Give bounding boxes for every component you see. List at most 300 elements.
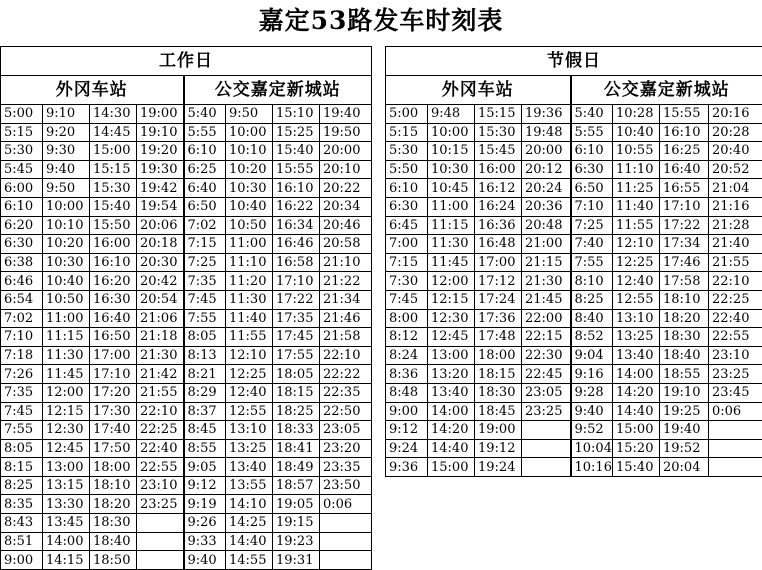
departure-time-waigang: 17:00 (475, 253, 522, 272)
departure-time-waigang: 9:00 (386, 402, 428, 421)
departure-time-jiading-new-town: 18:15 (273, 383, 320, 402)
departure-time-waigang: 14:15 (43, 551, 90, 570)
departure-time-waigang: 20:00 (522, 142, 571, 161)
departure-time-waigang: 11:15 (428, 216, 475, 235)
departure-time-waigang: 19:10 (137, 123, 184, 142)
departure-time-waigang: 23:05 (522, 383, 571, 402)
departure-time-waigang: 12:00 (428, 272, 475, 291)
departure-time-waigang: 17:36 (475, 309, 522, 328)
departure-time-jiading-new-town: 9:19 (184, 495, 226, 514)
departure-time-waigang: 21:18 (137, 328, 184, 347)
departure-time-jiading-new-town (320, 551, 372, 570)
departure-time-jiading-new-town: 19:15 (273, 514, 320, 533)
departure-time-waigang: 6:00 (1, 179, 43, 198)
departure-time-jiading-new-town: 9:04 (571, 346, 613, 365)
departure-time-jiading-new-town: 15:40 (273, 142, 320, 161)
departure-time-waigang: 19:54 (137, 197, 184, 216)
departure-time-jiading-new-town: 11:25 (613, 179, 660, 198)
departure-time-jiading-new-town: 17:34 (660, 235, 709, 254)
departure-time-jiading-new-town: 21:10 (320, 253, 372, 272)
holiday-timetable (385, 46, 762, 477)
departure-time-waigang: 13:15 (43, 476, 90, 495)
departure-time-waigang: 6:46 (1, 272, 43, 291)
departure-time-waigang: 19:20 (137, 142, 184, 161)
departure-time-waigang: 7:00 (386, 235, 428, 254)
departure-time-waigang (137, 551, 184, 570)
departure-time-jiading-new-town: 13:25 (613, 328, 660, 347)
departure-time-jiading-new-town: 10:16 (571, 458, 613, 477)
departure-time-jiading-new-town: 21:34 (320, 290, 372, 309)
departure-time-waigang: 7:45 (386, 290, 428, 309)
departure-time-waigang: 9:48 (428, 105, 475, 124)
table-row (386, 105, 762, 124)
departure-time-jiading-new-town: 18:30 (660, 328, 709, 347)
departure-time-waigang: 8:12 (386, 328, 428, 347)
departure-time-jiading-new-town: 6:25 (184, 160, 226, 179)
departure-time-waigang: 7:30 (386, 272, 428, 291)
departure-time-jiading-new-town: 12:25 (226, 365, 273, 384)
departure-time-jiading-new-town: 17:10 (660, 197, 709, 216)
departure-time-jiading-new-town: 13:55 (226, 476, 273, 495)
departure-time-waigang: 11:00 (428, 197, 475, 216)
departure-time-waigang: 15:00 (428, 458, 475, 477)
departure-time-waigang: 19:00 (137, 105, 184, 124)
departure-time-waigang: 16:50 (90, 328, 137, 347)
departure-time-jiading-new-town: 9:05 (184, 458, 226, 477)
departure-time-waigang: 11:30 (43, 346, 90, 365)
departure-time-waigang: 17:30 (90, 402, 137, 421)
page-title: 嘉定53路发车时刻表 (0, 6, 762, 36)
section-header-holiday: 节假日 (386, 47, 762, 76)
departure-time-jiading-new-town: 23:50 (320, 476, 372, 495)
departure-time-waigang: 9:40 (43, 160, 90, 179)
departure-time-waigang: 9:20 (43, 123, 90, 142)
departure-time-jiading-new-town: 20:10 (320, 160, 372, 179)
table-row (386, 123, 762, 142)
departure-time-jiading-new-town (320, 514, 372, 533)
table-row (1, 105, 372, 124)
departure-time-jiading-new-town: 19:10 (660, 383, 709, 402)
departure-time-waigang: 8:25 (1, 476, 43, 495)
departure-time-jiading-new-town: 18:57 (273, 476, 320, 495)
departure-time-waigang: 16:20 (90, 272, 137, 291)
departure-time-waigang: 11:00 (43, 309, 90, 328)
table-row (1, 421, 372, 440)
departure-time-jiading-new-town: 8:45 (184, 421, 226, 440)
departure-time-jiading-new-town: 20:00 (320, 142, 372, 161)
departure-time-waigang: 8:00 (386, 309, 428, 328)
departure-time-waigang: 18:30 (90, 514, 137, 533)
departure-time-waigang (522, 458, 571, 477)
departure-time-waigang: 12:45 (43, 439, 90, 458)
departure-time-waigang: 14:20 (428, 421, 475, 440)
departure-time-jiading-new-town: 6:30 (571, 160, 613, 179)
departure-time-jiading-new-town: 13:10 (226, 421, 273, 440)
table-row (386, 253, 762, 272)
departure-time-jiading-new-town: 6:10 (184, 142, 226, 161)
departure-time-jiading-new-town: 15:55 (660, 105, 709, 124)
departure-time-waigang: 18:10 (90, 476, 137, 495)
departure-time-jiading-new-town: 13:25 (226, 439, 273, 458)
departure-time-jiading-new-town: 8:13 (184, 346, 226, 365)
departure-time-jiading-new-town: 11:55 (613, 216, 660, 235)
departure-time-jiading-new-town: 16:40 (660, 160, 709, 179)
departure-time-jiading-new-town: 7:02 (184, 216, 226, 235)
table-row (1, 328, 372, 347)
departure-time-waigang: 18:30 (475, 383, 522, 402)
departure-time-jiading-new-town: 22:10 (320, 346, 372, 365)
table-row (1, 123, 372, 142)
departure-time-jiading-new-town: 5:55 (571, 123, 613, 142)
departure-time-jiading-new-town: 11:30 (226, 290, 273, 309)
departure-time-waigang: 8:24 (386, 346, 428, 365)
departure-time-waigang: 10:15 (428, 142, 475, 161)
departure-time-waigang: 17:12 (475, 272, 522, 291)
departure-time-jiading-new-town: 10:00 (226, 123, 273, 142)
departure-time-waigang: 5:45 (1, 160, 43, 179)
departure-time-jiading-new-town: 22:10 (709, 272, 762, 291)
departure-time-jiading-new-town: 12:40 (613, 272, 660, 291)
departure-time-jiading-new-town (709, 458, 762, 477)
departure-time-jiading-new-town: 17:10 (273, 272, 320, 291)
departure-time-jiading-new-town: 20:22 (320, 179, 372, 198)
departure-time-waigang: 6:54 (1, 290, 43, 309)
departure-time-waigang: 21:30 (522, 272, 571, 291)
departure-time-jiading-new-town: 8:10 (571, 272, 613, 291)
departure-time-jiading-new-town: 10:30 (226, 179, 273, 198)
departure-time-waigang: 6:30 (1, 235, 43, 254)
departure-time-waigang: 12:30 (428, 309, 475, 328)
departure-time-jiading-new-town: 14:20 (613, 383, 660, 402)
departure-time-waigang: 22:30 (522, 346, 571, 365)
departure-time-waigang: 20:06 (137, 216, 184, 235)
departure-time-jiading-new-town: 21:16 (709, 197, 762, 216)
departure-time-jiading-new-town: 19:05 (273, 495, 320, 514)
departure-time-jiading-new-town: 11:55 (226, 328, 273, 347)
table-row (386, 365, 762, 384)
departure-time-jiading-new-town: 23:45 (709, 383, 762, 402)
departure-time-waigang: 6:38 (1, 253, 43, 272)
departure-time-jiading-new-town: 18:33 (273, 421, 320, 440)
departure-time-jiading-new-town: 6:50 (184, 197, 226, 216)
table-row (386, 383, 762, 402)
departure-time-waigang: 19:00 (475, 421, 522, 440)
departure-time-jiading-new-town: 7:40 (571, 235, 613, 254)
departure-time-jiading-new-town: 19:31 (273, 551, 320, 570)
table-row (386, 160, 762, 179)
departure-time-jiading-new-town: 10:40 (613, 123, 660, 142)
departure-time-jiading-new-town (709, 421, 762, 440)
departure-time-jiading-new-town: 15:55 (273, 160, 320, 179)
departure-time-jiading-new-town: 10:55 (613, 142, 660, 161)
departure-time-jiading-new-town: 10:28 (613, 105, 660, 124)
table-row (386, 458, 762, 477)
table-row (386, 346, 762, 365)
departure-time-waigang: 21:55 (137, 383, 184, 402)
table-row (386, 235, 762, 254)
departure-time-jiading-new-town: 0:06 (709, 402, 762, 421)
departure-time-waigang: 21:30 (137, 346, 184, 365)
departure-time-jiading-new-town: 23:35 (320, 458, 372, 477)
table-row (386, 142, 762, 161)
departure-time-jiading-new-town: 11:40 (226, 309, 273, 328)
departure-time-waigang: 18:15 (475, 365, 522, 384)
departure-time-jiading-new-town: 15:20 (613, 439, 660, 458)
departure-time-waigang: 14:00 (428, 402, 475, 421)
departure-time-jiading-new-town: 9:40 (571, 402, 613, 421)
departure-time-jiading-new-town: 9:40 (184, 551, 226, 570)
departure-time-jiading-new-town: 19:40 (660, 421, 709, 440)
departure-time-jiading-new-town: 5:40 (571, 105, 613, 124)
departure-time-waigang: 20:42 (137, 272, 184, 291)
departure-time-jiading-new-town: 20:28 (709, 123, 762, 142)
departure-time-jiading-new-town: 18:10 (660, 290, 709, 309)
departure-time-waigang: 10:10 (43, 216, 90, 235)
departure-time-jiading-new-town: 6:40 (184, 179, 226, 198)
departure-time-jiading-new-town: 11:10 (226, 253, 273, 272)
departure-time-jiading-new-town: 18:05 (273, 365, 320, 384)
table-row (1, 551, 372, 570)
departure-time-jiading-new-town: 12:40 (226, 383, 273, 402)
station-header-jiading-new-town: 公交嘉定新城站 (184, 76, 372, 105)
departure-time-waigang: 7:45 (1, 402, 43, 421)
departure-time-waigang: 16:00 (475, 160, 522, 179)
departure-time-jiading-new-town (709, 439, 762, 458)
departure-time-waigang: 17:00 (90, 346, 137, 365)
departure-time-jiading-new-town: 15:40 (613, 458, 660, 477)
departure-time-jiading-new-town: 10:40 (226, 197, 273, 216)
departure-time-jiading-new-town: 10:50 (226, 216, 273, 235)
departure-time-jiading-new-town: 12:10 (613, 235, 660, 254)
departure-time-waigang: 23:10 (137, 476, 184, 495)
table-row (1, 439, 372, 458)
departure-time-waigang: 13:45 (43, 514, 90, 533)
departure-time-jiading-new-town: 15:10 (273, 105, 320, 124)
departure-time-waigang: 17:10 (90, 365, 137, 384)
departure-time-waigang: 7:02 (1, 309, 43, 328)
departure-time-jiading-new-town: 7:55 (571, 253, 613, 272)
departure-time-waigang: 7:18 (1, 346, 43, 365)
departure-time-waigang: 16:36 (475, 216, 522, 235)
departure-time-waigang: 6:30 (386, 197, 428, 216)
departure-time-waigang: 21:42 (137, 365, 184, 384)
departure-time-jiading-new-town: 14:55 (226, 551, 273, 570)
table-row (386, 328, 762, 347)
departure-time-waigang: 14:45 (90, 123, 137, 142)
departure-time-waigang: 10:30 (428, 160, 475, 179)
departure-time-jiading-new-town: 22:40 (709, 309, 762, 328)
departure-time-waigang: 8:43 (1, 514, 43, 533)
departure-time-waigang: 22:55 (137, 458, 184, 477)
departure-time-jiading-new-town: 7:10 (571, 197, 613, 216)
departure-time-waigang: 21:00 (522, 235, 571, 254)
departure-time-jiading-new-town: 11:00 (226, 235, 273, 254)
departure-time-waigang: 20:54 (137, 290, 184, 309)
departure-time-waigang: 7:35 (1, 383, 43, 402)
departure-time-waigang: 12:15 (43, 402, 90, 421)
departure-time-jiading-new-town: 9:12 (184, 476, 226, 495)
departure-time-waigang: 21:45 (522, 290, 571, 309)
table-row (386, 272, 762, 291)
table-row (1, 235, 372, 254)
departure-time-jiading-new-town: 17:22 (660, 216, 709, 235)
departure-time-jiading-new-town: 7:15 (184, 235, 226, 254)
table-row (386, 309, 762, 328)
departure-time-waigang: 5:30 (1, 142, 43, 161)
departure-time-jiading-new-town: 17:46 (660, 253, 709, 272)
station-header-jiading-new-town: 公交嘉定新城站 (571, 76, 762, 105)
table-row (1, 179, 372, 198)
table-row (1, 495, 372, 514)
departure-time-waigang: 8:48 (386, 383, 428, 402)
departure-time-jiading-new-town: 21:04 (709, 179, 762, 198)
departure-time-jiading-new-town: 20:40 (709, 142, 762, 161)
departure-time-waigang: 16:24 (475, 197, 522, 216)
departure-time-jiading-new-town: 22:25 (709, 290, 762, 309)
departure-time-waigang: 15:45 (475, 142, 522, 161)
departure-time-waigang: 19:12 (475, 439, 522, 458)
departure-time-jiading-new-town: 21:22 (320, 272, 372, 291)
departure-time-waigang: 5:15 (1, 123, 43, 142)
departure-time-waigang: 6:10 (1, 197, 43, 216)
departure-time-waigang: 17:50 (90, 439, 137, 458)
table-row (386, 216, 762, 235)
departure-time-jiading-new-town: 23:25 (709, 365, 762, 384)
departure-time-jiading-new-town: 21:46 (320, 309, 372, 328)
departure-time-jiading-new-town: 22:22 (320, 365, 372, 384)
departure-time-waigang (137, 532, 184, 551)
departure-time-waigang: 11:30 (428, 235, 475, 254)
departure-time-jiading-new-town: 18:25 (273, 402, 320, 421)
departure-time-jiading-new-town: 19:50 (320, 123, 372, 142)
departure-time-waigang (522, 421, 571, 440)
departure-time-jiading-new-town: 14:25 (226, 514, 273, 533)
departure-time-waigang: 22:15 (522, 328, 571, 347)
departure-time-jiading-new-town: 17:58 (660, 272, 709, 291)
departure-time-waigang: 11:45 (43, 365, 90, 384)
table-row (1, 476, 372, 495)
departure-time-jiading-new-town: 7:45 (184, 290, 226, 309)
departure-time-jiading-new-town: 8:40 (571, 309, 613, 328)
departure-time-waigang: 8:05 (1, 439, 43, 458)
departure-time-waigang: 22:45 (522, 365, 571, 384)
departure-time-jiading-new-town: 21:40 (709, 235, 762, 254)
departure-time-waigang: 18:40 (90, 532, 137, 551)
departure-time-jiading-new-town: 6:10 (571, 142, 613, 161)
departure-time-jiading-new-town: 20:46 (320, 216, 372, 235)
departure-time-jiading-new-town: 13:10 (613, 309, 660, 328)
departure-time-waigang: 19:30 (137, 160, 184, 179)
departure-time-waigang: 5:30 (386, 142, 428, 161)
departure-time-waigang: 20:36 (522, 197, 571, 216)
station-header-waigang: 外冈车站 (1, 76, 184, 105)
departure-time-jiading-new-town: 14:10 (226, 495, 273, 514)
departure-time-jiading-new-town: 17:45 (273, 328, 320, 347)
departure-time-jiading-new-town: 20:34 (320, 197, 372, 216)
departure-time-waigang: 9:12 (386, 421, 428, 440)
departure-time-jiading-new-town: 11:10 (613, 160, 660, 179)
departure-time-jiading-new-town: 18:20 (660, 309, 709, 328)
departure-time-jiading-new-town (320, 532, 372, 551)
table-row (1, 272, 372, 291)
departure-time-jiading-new-town: 22:55 (709, 328, 762, 347)
departure-time-waigang: 9:30 (43, 142, 90, 161)
departure-time-jiading-new-town: 8:37 (184, 402, 226, 421)
departure-time-jiading-new-town: 11:40 (613, 197, 660, 216)
departure-time-waigang: 9:50 (43, 179, 90, 198)
departure-time-jiading-new-town: 6:50 (571, 179, 613, 198)
departure-time-jiading-new-town: 9:28 (571, 383, 613, 402)
departure-time-jiading-new-town: 19:23 (273, 532, 320, 551)
departure-time-jiading-new-town: 20:16 (709, 105, 762, 124)
departure-time-jiading-new-town: 16:58 (273, 253, 320, 272)
departure-time-jiading-new-town: 8:05 (184, 328, 226, 347)
departure-time-waigang: 13:00 (428, 346, 475, 365)
departure-time-waigang: 12:30 (43, 421, 90, 440)
departure-time-jiading-new-town: 18:49 (273, 458, 320, 477)
departure-time-waigang: 13:30 (43, 495, 90, 514)
departure-time-waigang: 16:00 (90, 235, 137, 254)
table-row (1, 197, 372, 216)
departure-time-waigang: 22:10 (137, 402, 184, 421)
departure-time-jiading-new-town: 0:06 (320, 495, 372, 514)
departure-time-jiading-new-town: 19:40 (320, 105, 372, 124)
departure-time-jiading-new-town: 22:50 (320, 402, 372, 421)
departure-time-waigang: 14:00 (43, 532, 90, 551)
departure-time-jiading-new-town: 19:25 (660, 402, 709, 421)
departure-time-jiading-new-town: 12:10 (226, 346, 273, 365)
departure-time-jiading-new-town: 20:52 (709, 160, 762, 179)
departure-time-waigang: 11:15 (43, 328, 90, 347)
departure-time-jiading-new-town: 9:33 (184, 532, 226, 551)
table-row (1, 514, 372, 533)
departure-time-waigang: 14:40 (428, 439, 475, 458)
departure-time-waigang: 20:48 (522, 216, 571, 235)
departure-time-jiading-new-town: 9:16 (571, 365, 613, 384)
departure-time-waigang: 7:15 (386, 253, 428, 272)
departure-time-jiading-new-town: 23:10 (709, 346, 762, 365)
table-row (1, 290, 372, 309)
departure-time-waigang: 9:10 (43, 105, 90, 124)
departure-time-jiading-new-town: 10:10 (226, 142, 273, 161)
departure-time-waigang: 15:15 (90, 160, 137, 179)
departure-time-jiading-new-town: 9:50 (226, 105, 273, 124)
departure-time-jiading-new-town: 8:25 (571, 290, 613, 309)
departure-time-waigang: 20:30 (137, 253, 184, 272)
station-header-waigang: 外冈车站 (386, 76, 571, 105)
departure-time-jiading-new-town: 14:40 (226, 532, 273, 551)
departure-time-waigang: 17:24 (475, 290, 522, 309)
departure-time-waigang: 19:48 (522, 123, 571, 142)
departure-time-waigang: 20:18 (137, 235, 184, 254)
departure-time-jiading-new-town: 15:00 (613, 421, 660, 440)
departure-time-waigang: 22:00 (522, 309, 571, 328)
departure-time-waigang: 5:00 (386, 105, 428, 124)
departure-time-waigang: 6:10 (386, 179, 428, 198)
departure-time-waigang: 10:00 (428, 123, 475, 142)
departure-time-jiading-new-town: 7:25 (184, 253, 226, 272)
departure-time-waigang: 15:40 (90, 197, 137, 216)
table-row (386, 197, 762, 216)
departure-time-waigang: 10:50 (43, 290, 90, 309)
departure-time-jiading-new-town: 16:25 (660, 142, 709, 161)
departure-time-waigang: 23:25 (137, 495, 184, 514)
departure-time-jiading-new-town: 8:29 (184, 383, 226, 402)
table-row (1, 365, 372, 384)
table-row (1, 532, 372, 551)
departure-time-jiading-new-town: 7:55 (184, 309, 226, 328)
departure-time-waigang: 16:12 (475, 179, 522, 198)
